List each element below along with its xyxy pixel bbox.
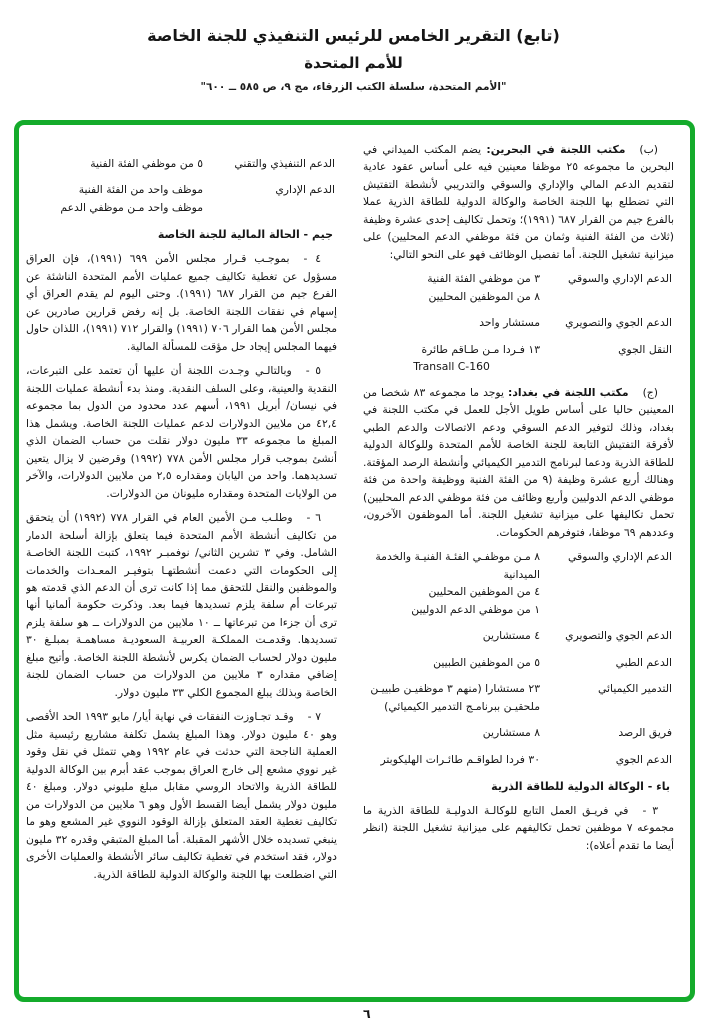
staffing-values: [26, 181, 207, 216]
staffing-row: [26, 155, 337, 172]
staffing-values: [363, 680, 544, 715]
paragraph-j-baghdad: [363, 384, 674, 541]
paragraph-marker: ٥ -: [305, 364, 321, 378]
staffing-values: [363, 654, 544, 671]
staffing-label: الدعم الجوي: [615, 752, 672, 766]
staffing-list-baghdad: [363, 548, 674, 768]
staffing-values: [363, 724, 544, 741]
staffing-row: [363, 548, 674, 618]
staffing-row: [363, 341, 674, 376]
staffing-row: [363, 724, 674, 741]
paragraph-marker: ٤ -: [303, 252, 321, 266]
staffing-values: [363, 627, 544, 644]
paragraph-5: [26, 362, 337, 502]
staffing-values: [363, 314, 544, 331]
staffing-value: ٨ مـن موظفـي الفئـة الفنيـة والخدمة الميدانية: [375, 550, 540, 581]
staffing-row: [363, 680, 674, 715]
paragraph-text: وقـد تجـاوزت النفقات في نهاية أيار/ مايو ١٩٩٣ الحد الأقصى وهو ٤٠ مليون دولار. وهذا المبلغ يشمل تكلفة مشاريع رئيسية مثل العملية الناجحة التي حدثت في عام ١٩٩٢ وهي تتمثل في نقل وقود غير نووي مشعع إلى خارج العراق بموجب عقد أبرم بين الوكالة الدولية للطاقة الذرية والاتحاد الروسي مقابل مبلغ مليوني دولار. ومبلغ ٤٠ مليون دولار يشمل أيضا القسط الأول وهو ٦ ملايين من الدولارات من تكاليف تغطية العقد المتعلق بإزالة الوقود النووي غير المشعع وهو ما ينبغي تسديده خلال الأشهر المقبلة. أما المبلغ المتبقي وقدره ٣٢ مليون دولار، فقد استخدم في تغطية تكاليف سائر الأنشطة والعمليات الأخرى التي اضطلعت بها اللجنة والوكالة الدولية للطاقة الذرية.: [26, 710, 337, 881]
paragraph-marker: ٦ -: [306, 511, 321, 525]
staffing-values: [363, 341, 544, 376]
paragraph-lead: مكتب اللجنة في البحرين:: [486, 143, 626, 156]
page-number: ٦: [363, 1006, 371, 1021]
staffing-value: موظف واحد من الفئة الفنية: [78, 183, 203, 197]
staffing-row: [363, 654, 674, 671]
paragraph-marker: ٣ -: [642, 803, 658, 817]
staffing-row: [363, 314, 674, 331]
section-heading-finance: جيم - الحالة المالية للجنة الخاصة: [157, 228, 333, 242]
section-heading-iaea: باء - الوكالة الدولية للطاقة الذرية: [491, 780, 670, 794]
staffing-row: [363, 751, 674, 768]
staffing-value: ٨ مستشارين: [482, 726, 540, 740]
staffing-value: ٣٠ فردا لطواقـم طائـرات الهليكوبتر: [380, 752, 540, 766]
staffing-list-iaea: [26, 155, 337, 216]
staffing-values: [363, 751, 544, 768]
aircraft-model-label: Transall C-160: [413, 360, 490, 374]
staffing-label: الدعم الإداري والسوقي: [568, 550, 672, 564]
paragraph-text: يوجد ما مجموعه ٨٣ شخصا من المعينين حاليا على أساس طويل الأجل للعمل في مكتب اللجنة في بغداد، وذلك لتوفير الدعم السوقي ودعم الاتصالات والدعم الطبي لأفرقة التفتيش التابعة للجنة الخاصة للأمم المتحدة وللوكالة الدولية للطاقة الذرية ودعما لبرنامج التدمير الكيميائي وأنشطة الرصد المؤقتة. وهنالك أربع عشرة وظيفة (٩ من الفئة الفنية ووظيفة واحدة من فئة موظفي الدعم الدوليين وأربع وظائف من فئة موظفي الدعم المحليين) تحمل تكاليفها على ميزانية تشغيل اللجنة. أما الموظفون الآخرون، وعددهم ٦٩ موظفا، فتوفرهم الحكومات.: [363, 385, 674, 539]
paragraph-b-bahrain: [363, 141, 674, 263]
staffing-label: الدعم الجوي والتصويري: [565, 629, 672, 643]
staffing-label: الدعم الإداري والسوقي: [568, 272, 672, 286]
paragraph-marker: (ج): [642, 385, 658, 399]
staffing-label: النقل الجوي: [618, 342, 672, 356]
report-title-line2: للأمم المتحدة: [304, 54, 403, 72]
two-column-body: [19, 125, 690, 997]
staffing-row: [363, 627, 674, 644]
paragraph-text: بموجـب قـرار مجلس الأمن ٦٩٩ (١٩٩١)، فإن العراق مسؤول عن تغطية تكاليف جميع عمليات الأمم المتحدة الناشئة عن الفرع جيم من القرار ٦٨٧ (١٩٩١). وحتى اليوم لم يقدم العراق أي إسهام في نفقات اللجنة الخاصة. بل إنه رفض قرارين صادرين عن مجلس الأمن هما القرار ٧٠٦ (١٩٩١) والقرار ٧١٢ (١٩٩١)، اللذان حاول فيهما المجلس إيجاد حل مؤقت للمسألة المالية.: [26, 252, 337, 353]
staffing-label: الدعم الطبي: [615, 655, 672, 669]
staffing-value: ٣ من موظفي الفئة الفنية: [427, 272, 540, 286]
staffing-values: [363, 270, 544, 305]
source-citation: "الأمم المتحدة، سلسلة الكتب الزرقاء، مج ٩، ص ٥٨٥ ــ ٦٠٠": [200, 81, 507, 93]
paragraph-marker: ٧ -: [307, 710, 322, 724]
paragraph-marker: (ب): [639, 143, 659, 156]
staffing-value: ٥ من الموظفين الطبيين: [433, 655, 540, 669]
staffing-value: موظف واحد مـن موظفي الدعم: [60, 200, 203, 214]
paragraph-3: [363, 802, 674, 854]
paragraph-text: وطلـب مـن الأمين العام في القرار ٧٧٨ (١٩٩٢) أن يتحقق من تكاليف أنشطة الأمم المتحدة فيما يتعلق بإزالة أسلحة الدمار الشامل. وفي ٣ تشرين الثاني/ نوفمبـر ١٩٩٢، كتبت اللجنة الخاصـة إلى الحكومات التي دعمت أنشطتهـا بتوفيـر المعـدات والخدمات والموظفين والنقل للتحقق مما إذا كانت ترى أن الدعم الذي قدمته هو تبرعات أم سلفة يلزم تسديدها فيما بعد. وذكرت حكومة ألمانيا أنها ترى أن جزءا من تبرعاتها ــ ١٠ ملايين من الدولارات ــ هو سلفة يلزم تسديدها. وقدمـت المملكـة العربيـة السعوديـة مساهمـة بمبلـغ ٣٠ مليون دولار لحساب الضمان يكرس لأنشطة اللجنة الخاصة. وأتيح مبلغ إضافي مقداره ٣ ملايين من الدولارات من حساب الضمان للجنة الخاصة وبذلك يبلغ المجموع الكلي ٣٣ مليون دولار.: [26, 511, 337, 699]
staffing-value: ٤ من الموظفين المحليين: [428, 585, 540, 599]
staffing-label: الدعم الجوي والتصويري: [565, 316, 672, 330]
staffing-value: مستشار واحد: [479, 316, 540, 330]
staffing-value: ٤ مستشارين: [482, 629, 540, 643]
staffing-row: [363, 270, 674, 305]
paragraph-lead: مكتب اللجنة في بغداد:: [508, 385, 629, 399]
staffing-value: ٥ من موظفي الفئة الفنية: [90, 157, 203, 170]
paragraph-text: في فريـق العمل التابع للوكالـة الدوليـة للطاقة الذرية ما مجموعه ٧ موظفين تحمل تكاليفهم على ميزانية تشغيل اللجنة (انظر أيضا ما تقدم أعلاه):: [363, 803, 674, 852]
paragraph-text: يضم المكتب الميداني في البحرين ما مجموعه ٢٥ موظفا معينين فيه على أساس عقود عادية لتقديم الدعم المالي والإداري والسوقي والتدريبي لأنشطة التفتيش التي تضطلع بها اللجنة الخاصة والوكالة الدولية للطاقة الذرية عملا بالفرع جيم من القرار ٦٨٧ (١٩٩١)؛ وتحمل تكاليف إحدى عشرة وظيفة (ثلاث من الفئة الفنية وثمان من فئة موظفي الدعم المحليين) على ميزانية تشغيل اللجنة. أما تفصيل الوظائف فهو على النحو التالي:: [363, 143, 674, 261]
staffing-label: الدعم التنفيذي والتقني: [234, 157, 335, 170]
staffing-row: [26, 181, 337, 216]
paragraph-text: وبالتالـي وجـدت اللجنة أن عليها أن تعتمد على التبرعات، النقدية والعينية، وعلى السلف النقدية. ومنذ بدء أنشطة عمليات اللجنة في نيسان/ أبريل ١٩٩١، أسهم عدد محدود من الدول بما مجموعه ٤٢,٤ من ملايين الدولارات لدعم عمليات اللجنة الخاصة. ويشمل هذا المبلغ ما مجموعه ٣٣ مليون دولار نقلت من حساب الضمان الذي أنشئ بموجب قرار مجلس الأمن ٧٧٨ (١٩٩٢) وقرضين لا يزال يتعين تسديدهما. واحد من اليابان ومقداره ٢,٥ من ملايين الدولارات، والآخر من الولايات المتحدة ومقداره مليونان من الدولارات.: [26, 364, 337, 500]
staffing-value: ٢٣ مستشارا (منهم ٣ موظفيـن طبييـن ملحقيـن ببرنامـج التدمير الكيميائي): [370, 682, 540, 713]
staffing-label: فريق الرصد: [618, 726, 672, 740]
staffing-values: [363, 548, 544, 618]
staffing-value: ١ من موظفي الدعم الدوليين: [411, 602, 540, 616]
paragraph-7: [26, 708, 337, 883]
page-header: [0, 24, 707, 93]
staffing-value: ١٣ فـردا مـن طـاقم طائرة: [421, 342, 540, 356]
staffing-values: [26, 155, 207, 172]
green-border-frame: [14, 120, 695, 1002]
staffing-label: الدعم الإداري: [275, 183, 335, 197]
paragraph-6: [26, 509, 337, 701]
staffing-list-bahrain: [363, 270, 674, 375]
report-title-line1: (تابع) التقرير الخامس للرئيس التنفيذي للجنة الخاصة: [147, 26, 560, 45]
column-right: [363, 141, 674, 989]
column-left: [26, 141, 337, 989]
staffing-label: التدمير الكيميائي: [598, 682, 672, 696]
paragraph-4: [26, 250, 337, 355]
staffing-value: ٨ من الموظفين المحليين: [428, 289, 540, 303]
